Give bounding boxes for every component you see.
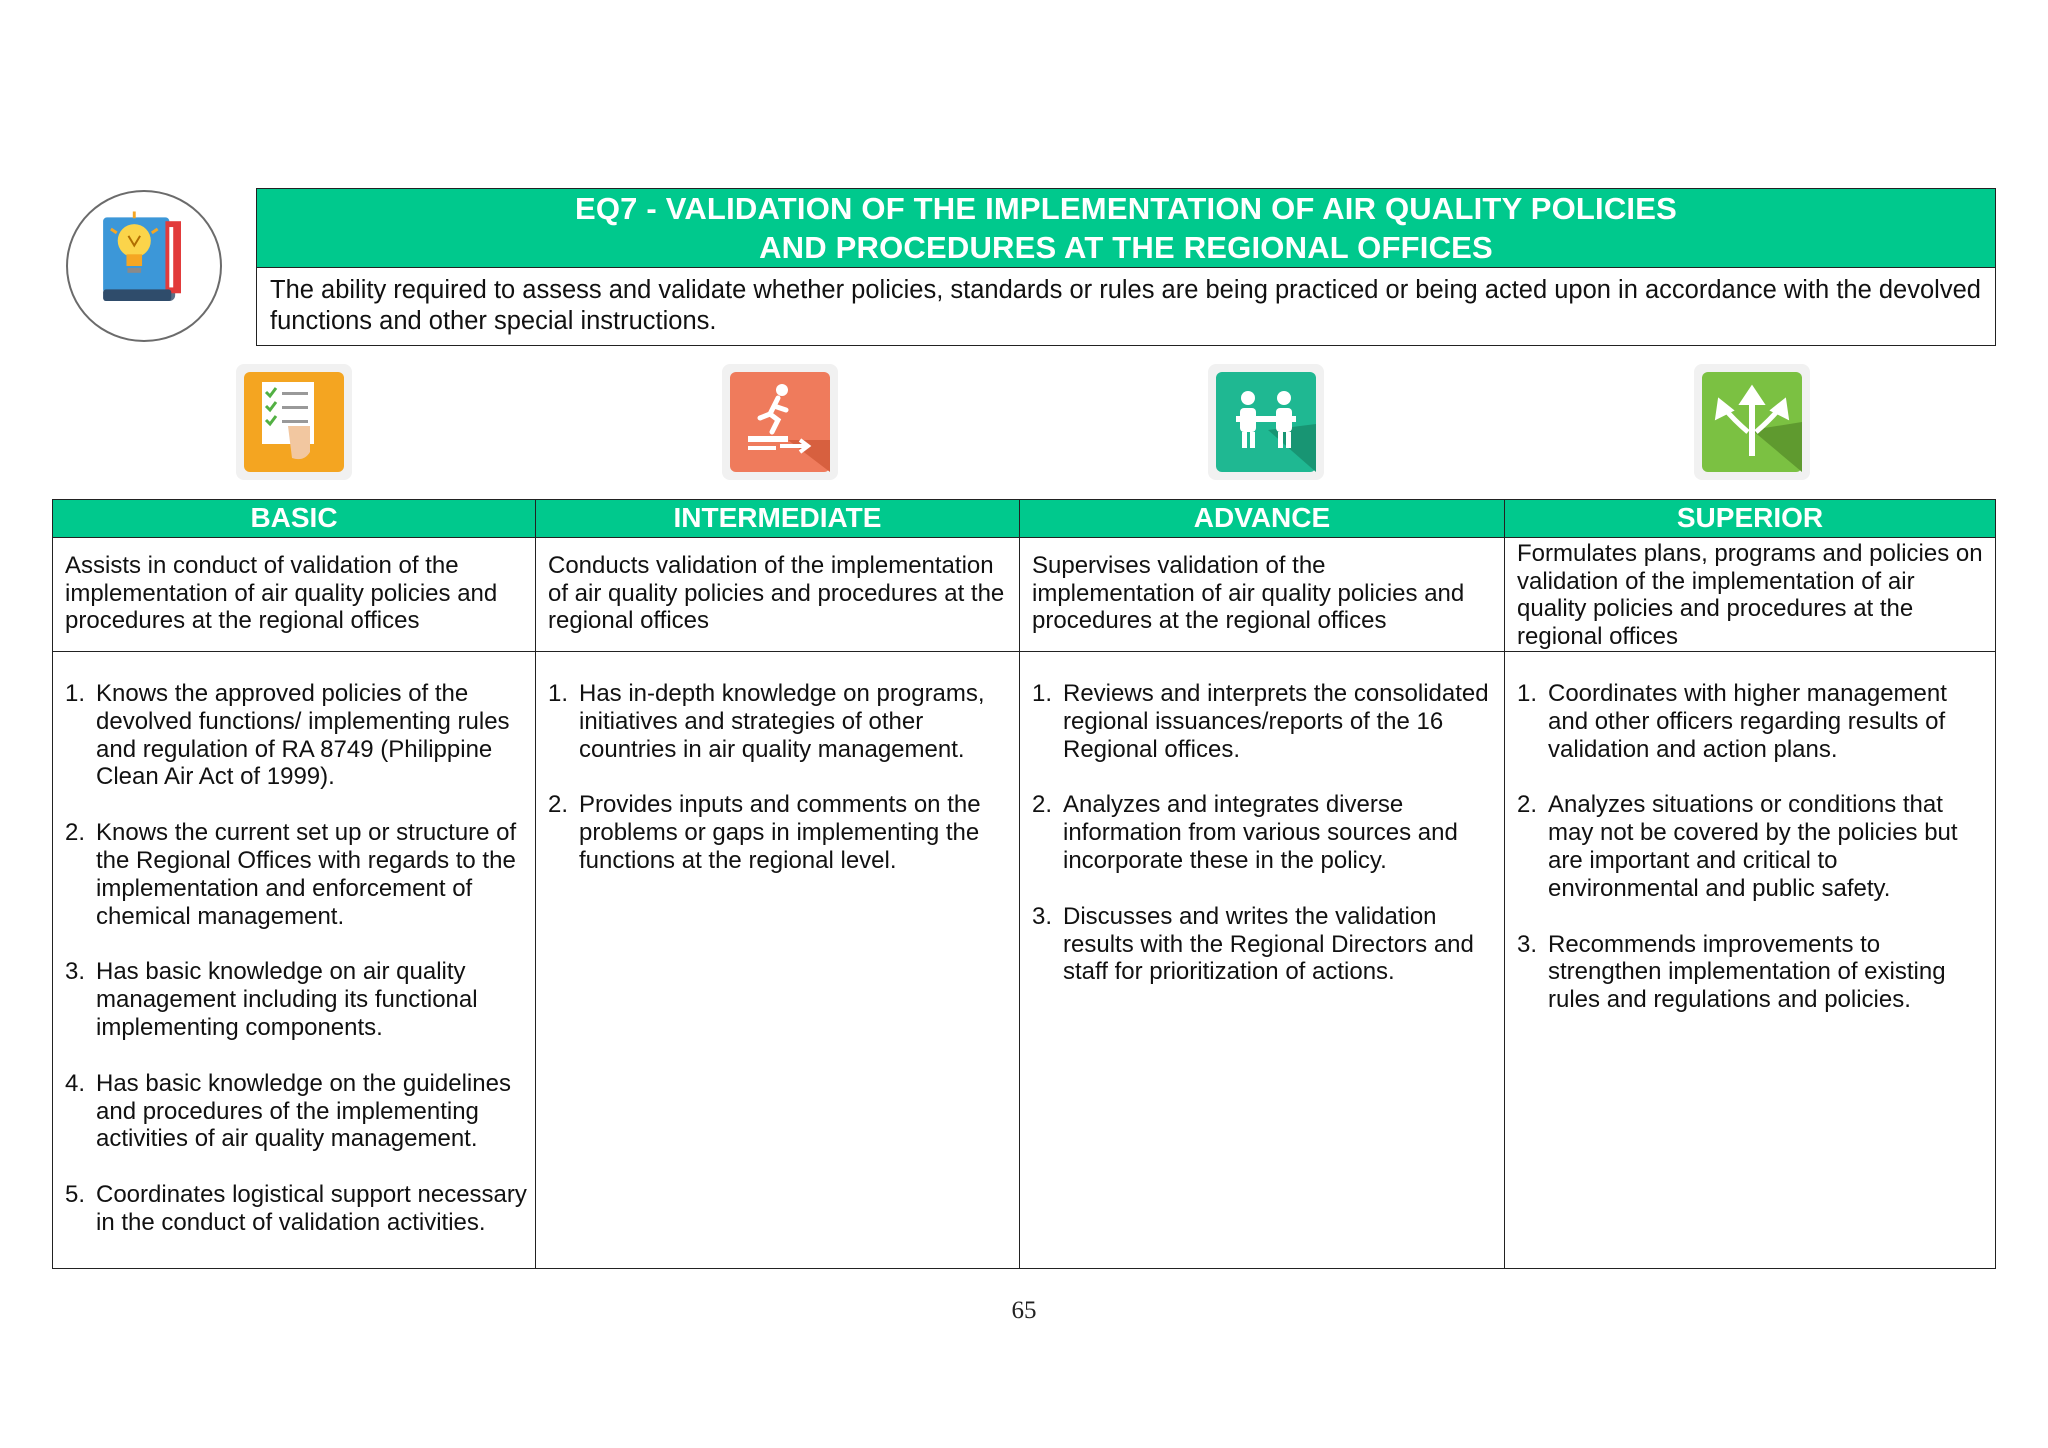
checklist-icon: [232, 360, 356, 484]
level-header-basic: BASIC: [53, 500, 536, 538]
list-item: 1. Knows the approved policies of the devolved functions/ implementing rules and regulation of RA 8749 (Philippine Clean Air Act of 1999).: [65, 680, 510, 791]
competency-header: [256, 188, 1996, 346]
level-summary-superior: Formulates plans, programs and policies on validation of the implementation of air quality policies and procedures at the regional offices: [1505, 538, 1995, 652]
level-header-intermediate: INTERMEDIATE: [536, 500, 1020, 538]
level-summary-intermediate: Conducts validation of the implementation of air quality policies and procedures at the regional offices: [536, 538, 1020, 652]
list-item: 1. Reviews and interprets the consolidated regional issuances/reports of the 16 Regional offices.: [1032, 680, 1489, 763]
level-indicators-advance: [1020, 652, 1505, 1268]
direction-arrows-icon: [1690, 360, 1814, 484]
list-item: 5. Coordinates logistical support necessary in the conduct of validation activities.: [65, 1181, 527, 1236]
list-item: 2. Knows the current set up or structure of the Regional Offices with regards to the implementation and enforcement of chemical management.: [65, 819, 517, 930]
list-item: 2. Provides inputs and comments on the problems or gaps in implementing the functions at the regional level.: [548, 791, 981, 874]
level-header-advance: ADVANCE: [1020, 500, 1505, 538]
competency-levels-table: [52, 499, 1996, 1269]
level-header-superior: SUPERIOR: [1505, 500, 1995, 538]
title-line-2: AND PROCEDURES AT THE REGIONAL OFFICES: [759, 230, 1493, 265]
list-item: 2. Analyzes situations or conditions that may not be covered by the policies but are important and critical to environmental and public safety.: [1517, 791, 1958, 902]
list-item: 3. Recommends improvements to strengthen implementation of existing rules and regulations and policies.: [1517, 930, 1946, 1014]
list-item: 1. Coordinates with higher management and other officers regarding results of validation and action plans.: [1517, 680, 1947, 763]
level-summary-advance: Supervises validation of the implementation of air quality policies and procedures at the regional offices: [1020, 538, 1505, 652]
level-indicators-intermediate: [536, 652, 1020, 1268]
level-summary-basic: Assists in conduct of validation of the implementation of air quality policies and procedures at the regional offices: [53, 538, 536, 652]
list-item: 1. Has in-depth knowledge on programs, initiatives and strategies of other countries in air quality management.: [548, 680, 985, 763]
list-item: 4. Has basic knowledge on the guidelines and procedures of the implementing activities of air quality management.: [65, 1069, 511, 1153]
competency-description: The ability required to assess and validate whether policies, standards or rules are being practiced or being acted upon in accordance with the devolved functions and other special instructions.: [270, 276, 1981, 335]
list-item: 2. Analyzes and integrates diverse information from various sources and incorporate these in the policy.: [1032, 791, 1458, 874]
list-item: 3. Has basic knowledge on air quality management including its functional implementing components.: [65, 958, 478, 1041]
list-item: 3. Discusses and writes the validation results with the Regional Directors and staff for prioritization of actions.: [1032, 902, 1474, 986]
level-indicators-basic: [53, 652, 536, 1268]
page-number: 65: [1011, 1297, 1037, 1324]
title-line-1: EQ7 - VALIDATION OF THE IMPLEMENTATION OF AIR QUALITY POLICIES: [574, 191, 1677, 226]
level-indicators-superior: [1505, 652, 1995, 1268]
running-person-icon: [718, 360, 842, 484]
team-icon: [1204, 360, 1328, 484]
competency-title: [257, 189, 1995, 268]
lightbulb-book-icon: [66, 190, 222, 342]
